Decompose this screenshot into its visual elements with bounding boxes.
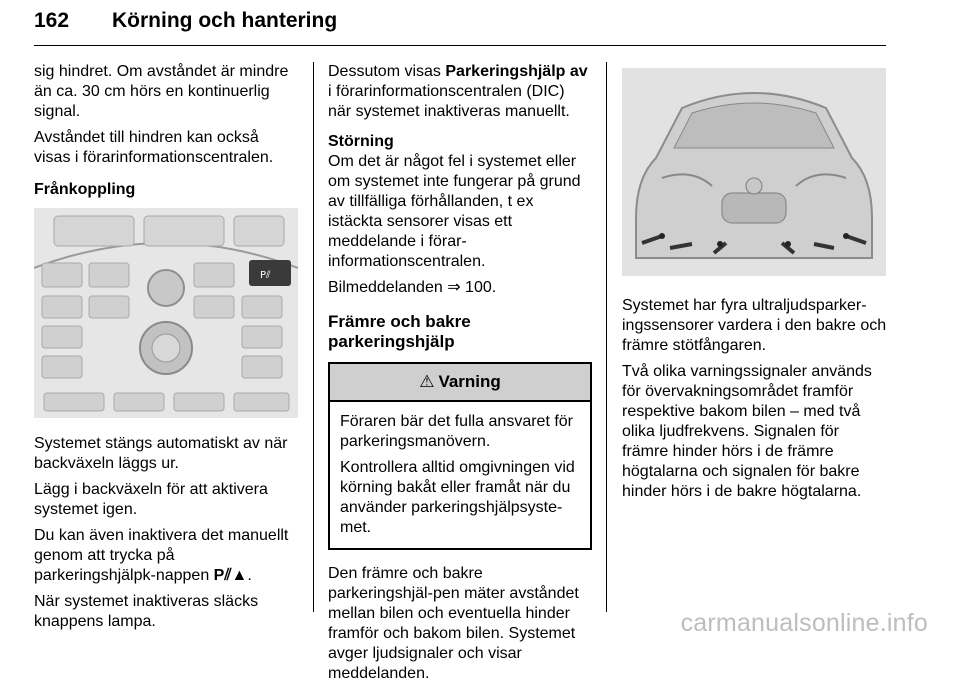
text-run: Du kan även inaktivera det manuellt genom att trycka på parkeringshjälpk-nappen bbox=[34, 527, 289, 584]
parking-button-panel-illustration bbox=[34, 208, 298, 418]
paragraph: sig hindret. Om avståndet är mindre än ca. 30 cm hörs en kontinuerlig signal. bbox=[34, 63, 289, 120]
display-message: Parkeringshjälp av bbox=[445, 63, 588, 80]
page-title: Körning och hantering bbox=[112, 9, 338, 32]
warning-icon: ⚠ bbox=[419, 372, 435, 391]
warning-body bbox=[330, 402, 590, 548]
warning-title: Varning bbox=[438, 372, 501, 391]
paragraph: Två olika varningssignaler används för övervakningsområdet framför respektive bakom bilen – med två olika ljudfrekvens. Signalen för främre hinder hörs i de främre högtalarna och signalen för bakre hinder hörs i de bakre högtalarna. bbox=[622, 363, 872, 500]
column-divider bbox=[313, 62, 314, 612]
paragraph: Den främre och bakre parkeringshjäl-pen mäter avståndet mellan bilen och eventuella hinder framför och bakom bilen. Systemet avger ljudsignaler och visar meddelanden. bbox=[328, 565, 579, 682]
paragraph: Systemet har fyra ultraljudsparker-ingssensorer vardera i den bakre och främre stötfångaren. bbox=[622, 297, 887, 354]
column-middle bbox=[328, 62, 592, 690]
subheading-frankoppling: Frånkoppling bbox=[34, 181, 136, 198]
warning-header bbox=[330, 364, 590, 402]
column-divider bbox=[606, 62, 607, 612]
page-number: 162 bbox=[34, 9, 70, 32]
header-rule bbox=[34, 45, 886, 46]
paragraph: När systemet inaktiveras släcks knappens lampa. bbox=[34, 593, 259, 630]
paragraph: Föraren bär det fulla ansvaret för parkeringsmanövern. bbox=[340, 413, 574, 450]
paragraph: Avståndet till hindren kan också visas i förarinformationscentralen. bbox=[34, 129, 274, 166]
cross-reference: Bilmeddelanden ⇒ 100. bbox=[328, 279, 497, 296]
paragraph bbox=[34, 526, 298, 586]
svg-text:P⫽: P⫽ bbox=[260, 270, 271, 281]
text-run: i förarinformationscentralen (DIC) när systemet inaktiveras manuellt. bbox=[328, 83, 570, 120]
subheading-storning: Störning bbox=[328, 133, 394, 150]
paragraph: Systemet stängs automatiskt av när backväxeln läggs ur. bbox=[34, 435, 288, 472]
paragraph: Kontrollera alltid omgivningen vid körning bakåt eller framåt när du använder parkeringshjälpsyste-met. bbox=[340, 459, 575, 536]
car-front-sensors-illustration bbox=[622, 68, 886, 276]
text-run: . bbox=[247, 567, 252, 584]
column-right bbox=[622, 62, 888, 508]
paragraph: Om det är något fel i systemet eller om systemet inte fungerar på grund av tillfälliga förhållanden, t ex istäckta sensorer visas ett meddelande i förar-informationscentralen. bbox=[328, 153, 581, 270]
text-run: Dessutom visas bbox=[328, 63, 446, 80]
paragraph: Lägg i backväxeln för att aktivera systemet igen. bbox=[34, 481, 268, 518]
watermark: carmanualsonline.info bbox=[680, 609, 928, 637]
column-left bbox=[34, 62, 298, 638]
section-heading: Främre och bakre parkeringshjälp bbox=[328, 312, 471, 351]
paragraph bbox=[328, 62, 592, 122]
warning-box bbox=[328, 362, 592, 550]
page-header bbox=[34, 6, 886, 50]
parking-assist-button-symbol: P⫽▲ bbox=[213, 567, 248, 584]
